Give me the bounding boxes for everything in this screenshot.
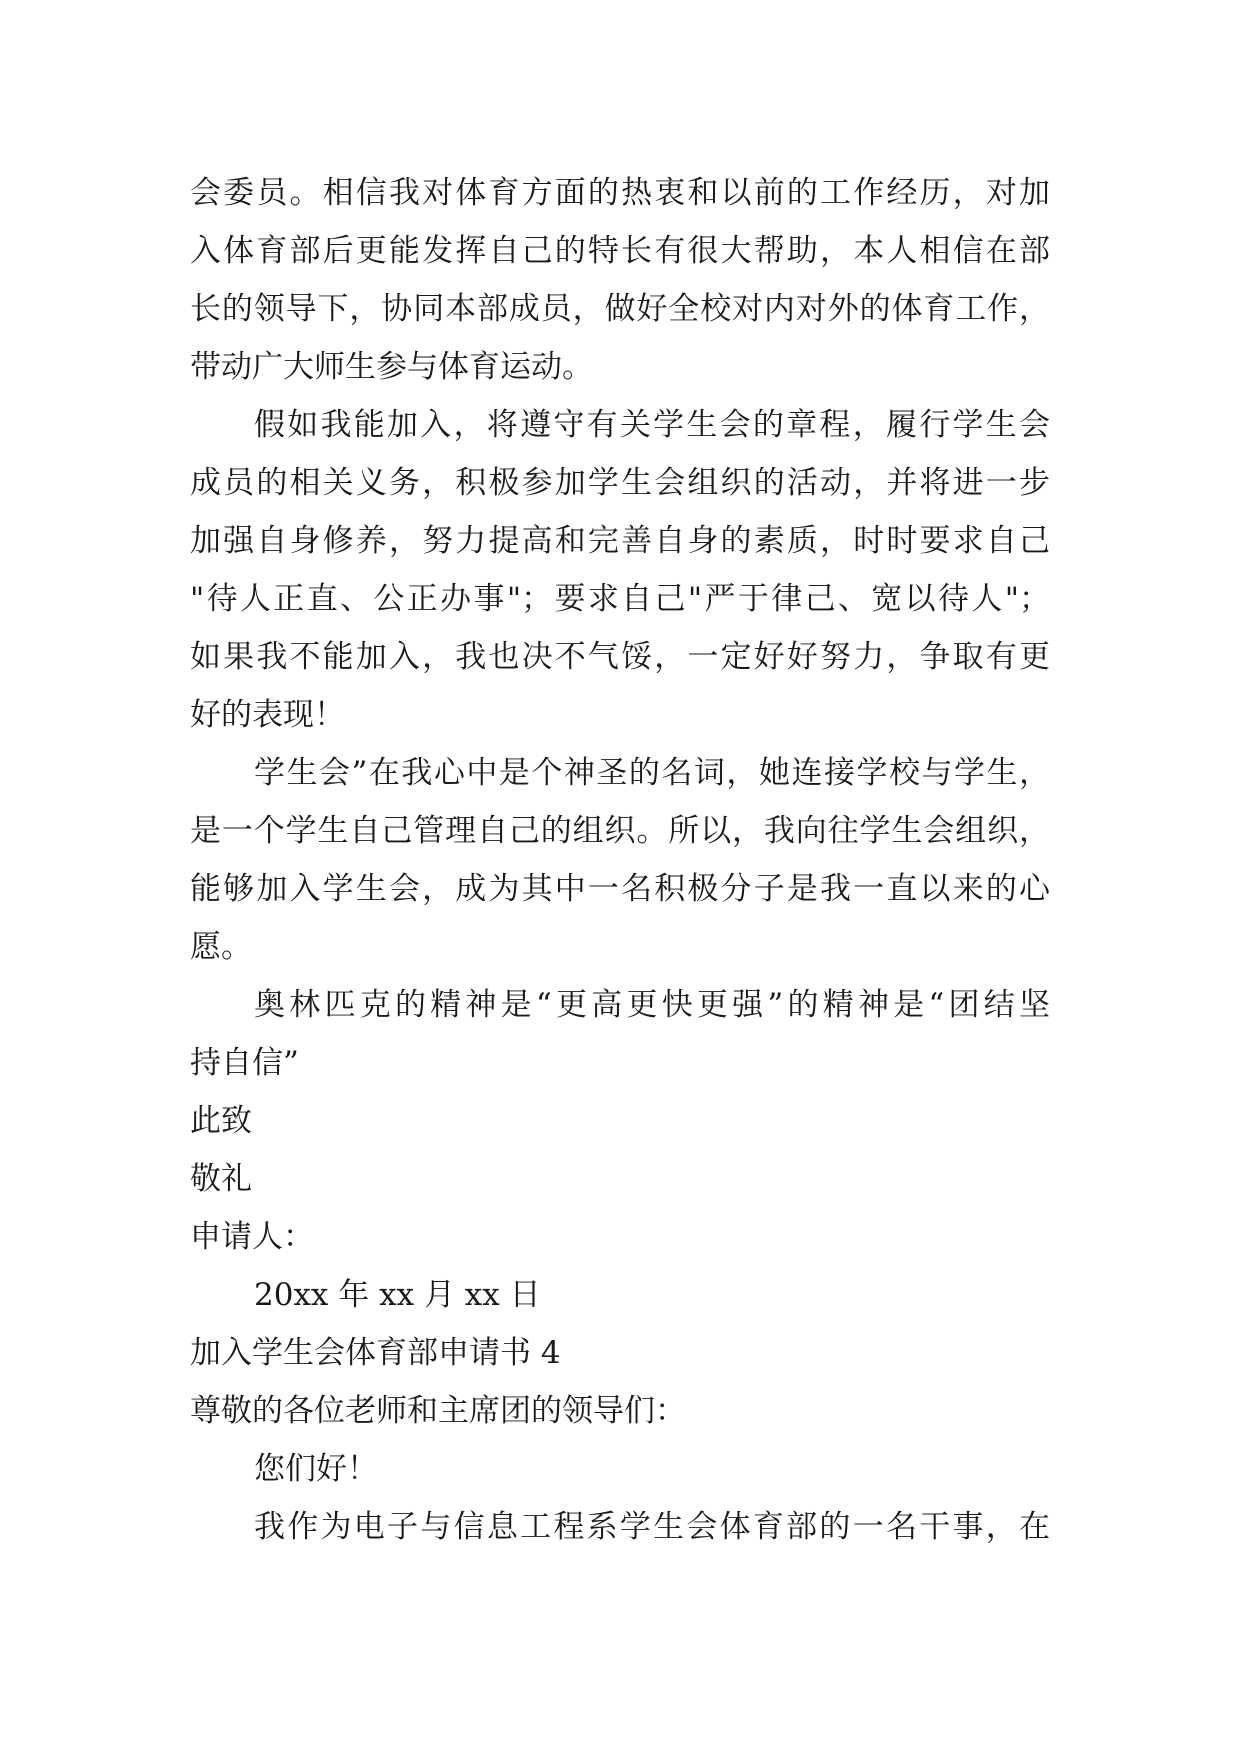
section-title: 加入学生会体育部申请书 4: [190, 1335, 561, 1371]
date-line: 20xx 年 xx 月 xx 日: [254, 1277, 541, 1313]
text-line: 愿。: [190, 929, 252, 965]
text-line: 是一个学生自己管理自己的组织。所以，我向往学生会组织，: [190, 813, 1050, 849]
closing-regards: 敬礼: [190, 1161, 252, 1197]
text-line: 带动广大师生参与体育运动。: [190, 349, 593, 385]
text-line: 加强自身修养，努力提高和完善自身的素质，时时要求自己: [190, 523, 1050, 559]
paragraph-first-line: 我作为电子与信息工程系学生会体育部的一名干事，在: [254, 1509, 1050, 1545]
paragraph-first-line: 假如我能加入，将遵守有关学生会的章程，履行学生会: [254, 407, 1050, 443]
text-line: 如果我不能加入，我也决不气馁，一定好好努力，争取有更: [190, 639, 1050, 675]
text-line: 成员的相关义务，积极参加学生会组织的活动，并将进一步: [190, 465, 1050, 501]
text-line: 好的表现！: [190, 697, 345, 733]
document-body: [190, 164, 1050, 1556]
applicant-label: 申请人：: [190, 1219, 314, 1255]
paragraph-first-line: 奥林匹克的精神是“更高更快更强”的精神是“团结坚: [254, 987, 1050, 1023]
text-line: "待人正直、公正办事"；要求自己"严于律己、宽以待人"；: [190, 581, 1050, 617]
greeting-hello: 您们好！: [254, 1451, 378, 1487]
text-line: 持自信”: [190, 1045, 299, 1081]
text-line: 长的领导下，协同本部成员，做好全校对内对外的体育工作，: [190, 291, 1050, 327]
text-line: 入体育部后更能发挥自己的特长有很大帮助，本人相信在部: [190, 233, 1050, 269]
text-line: 会委员。相信我对体育方面的热衷和以前的工作经历，对加: [190, 175, 1050, 211]
greeting-line: 尊敬的各位老师和主席团的领导们：: [190, 1393, 686, 1429]
text-line: 能够加入学生会，成为其中一名积极分子是我一直以来的心: [190, 871, 1050, 907]
closing-salutation: 此致: [190, 1103, 252, 1139]
paragraph-first-line: 学生会”在我心中是个神圣的名词，她连接学校与学生，: [254, 755, 1050, 791]
